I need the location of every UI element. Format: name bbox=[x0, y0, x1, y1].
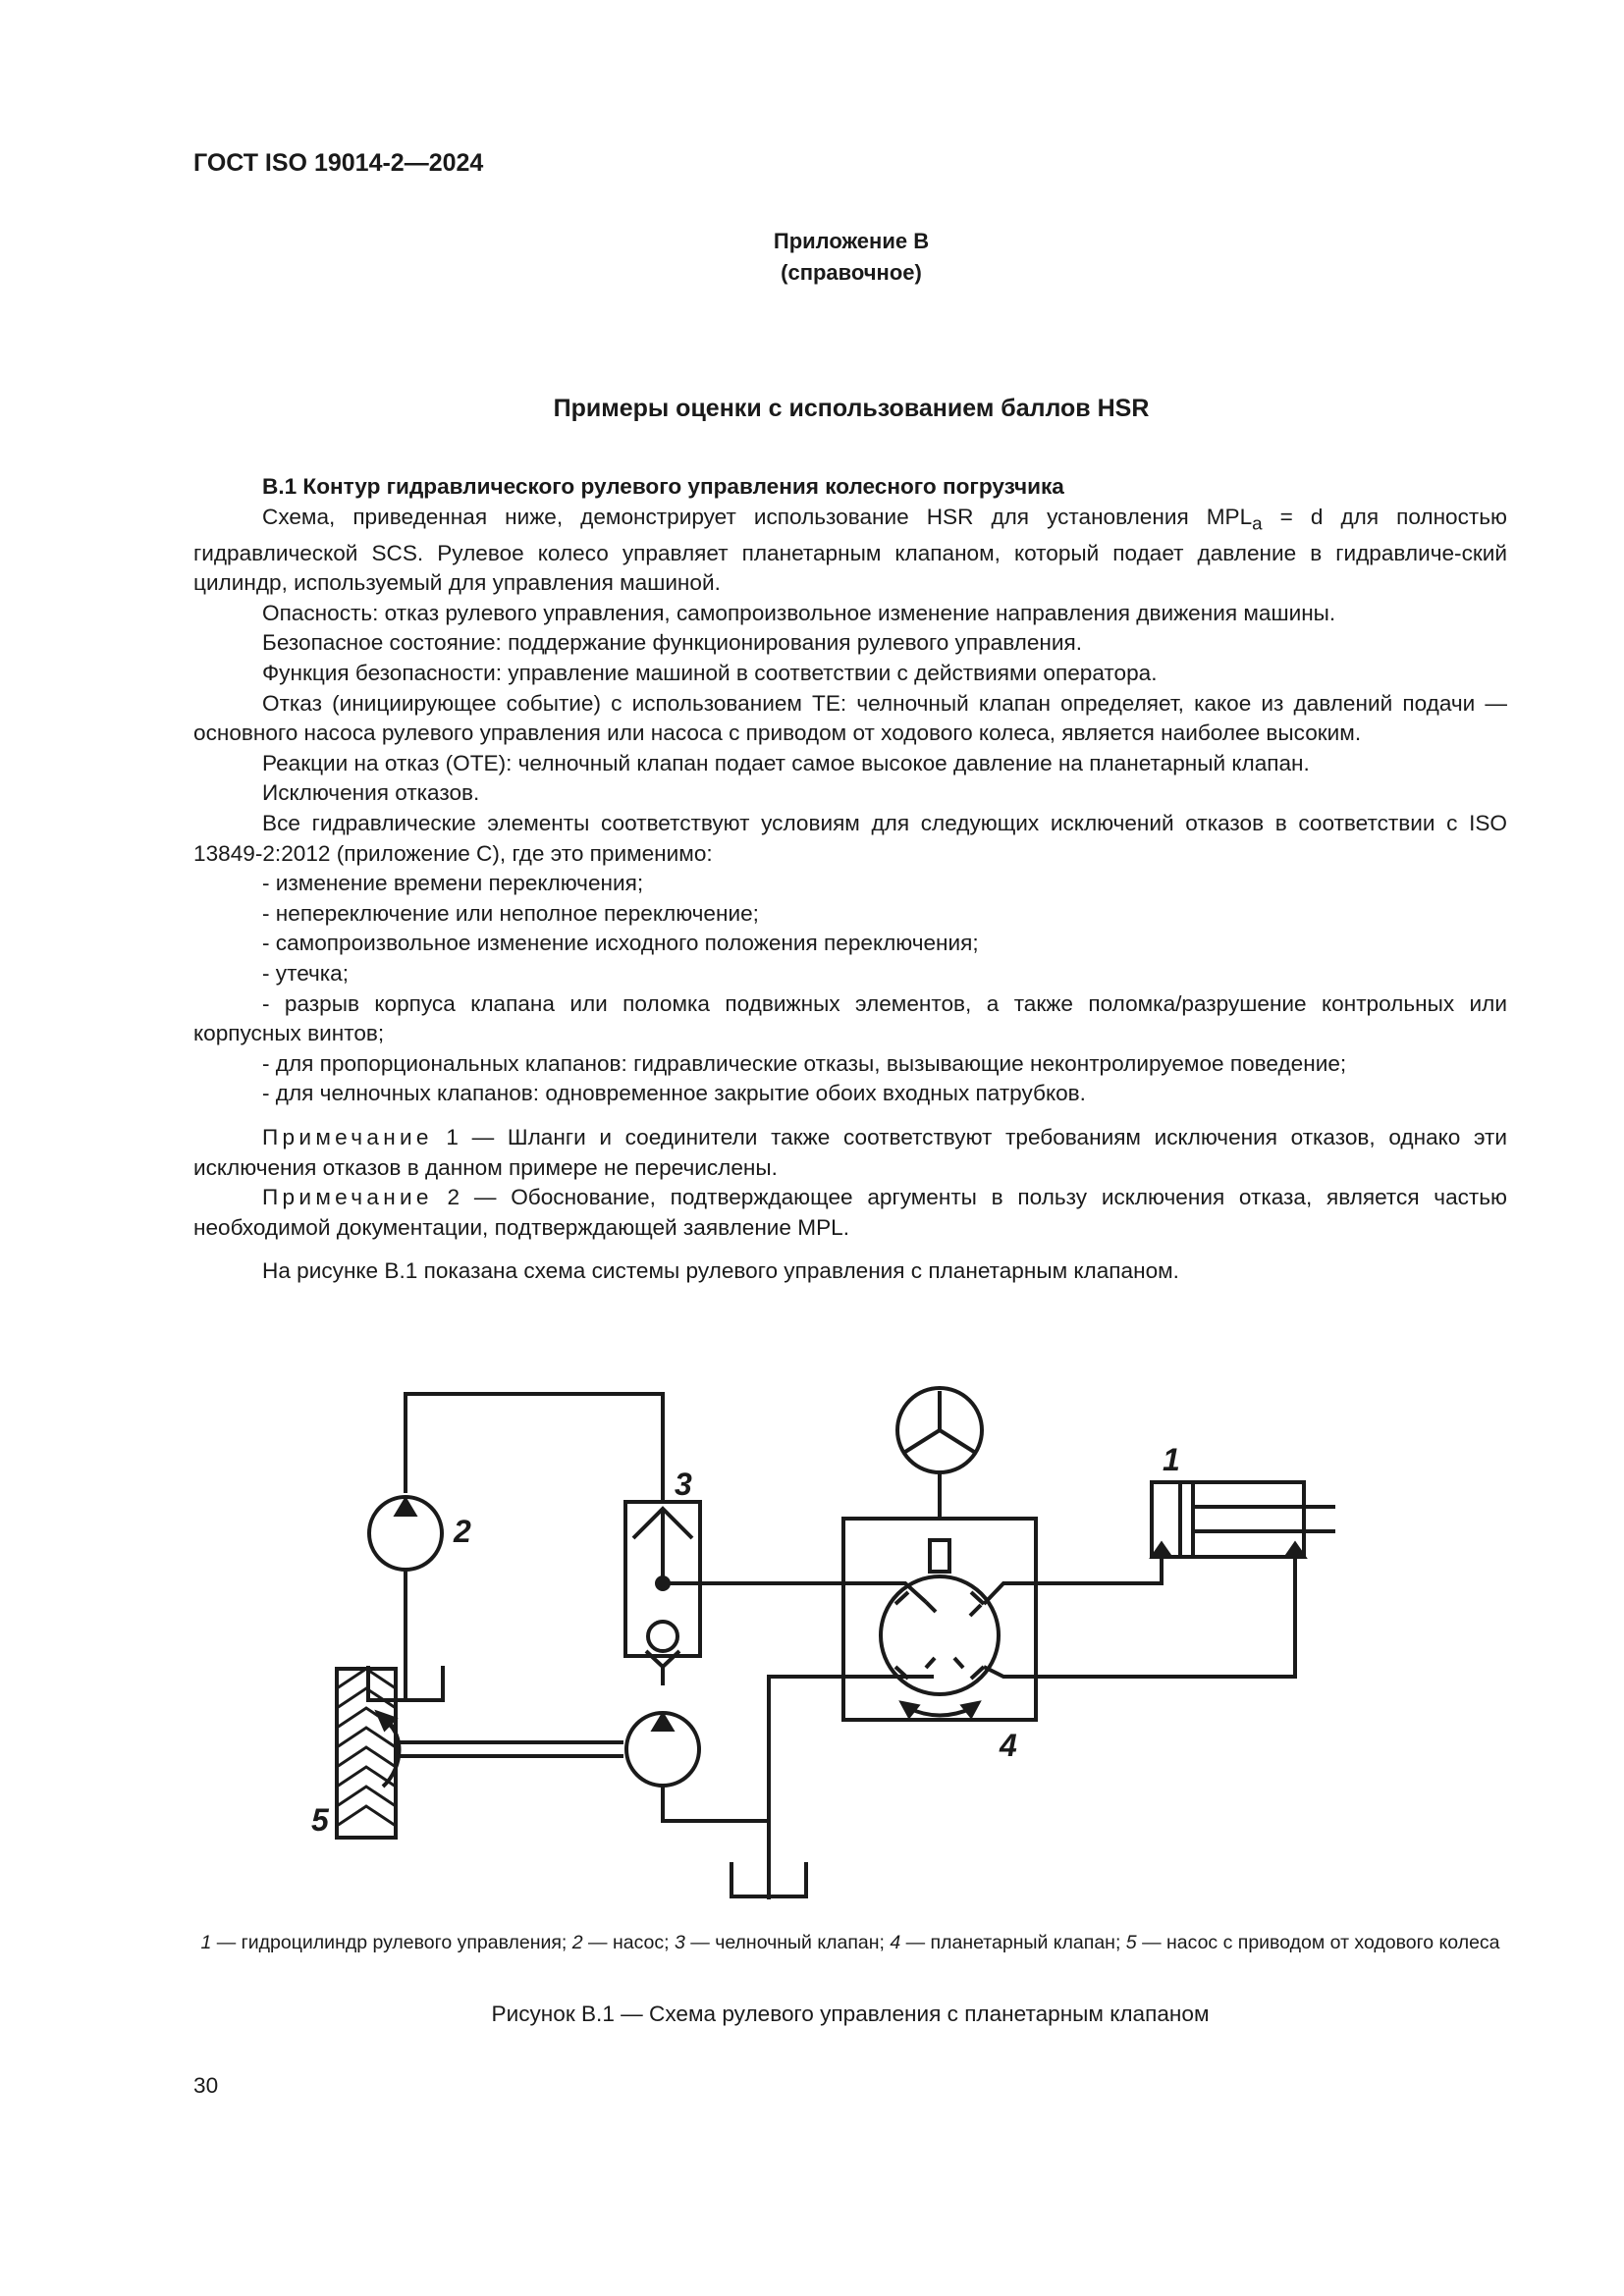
paragraph-exclusions: Исключения отказов. bbox=[262, 780, 480, 806]
pipe-pump2-to-valve3 bbox=[406, 1394, 663, 1502]
wheel-drive-shaft bbox=[396, 1742, 623, 1756]
paragraph-safe-state: Безопасное состояние: поддержание функционирования рулевого управления. bbox=[262, 630, 1083, 656]
steering-wheel-spokes bbox=[905, 1391, 974, 1452]
paragraph-reaction: Реакции на отказ (ОТЕ): челночный клапан подает самое высокое давление на планетарный клапан. bbox=[262, 750, 1310, 775]
hydraulic-steering-diagram bbox=[311, 1369, 1365, 1919]
standard-header: ГОСТ ISO 19014-2—2024 bbox=[193, 149, 484, 177]
paragraph-failure: Отказ (инициирующее событие) с использованием ТЕ: челночный клапан определяет, какое из давлений подачи — основного насоса рулевого управления или насоса с приводом от ходового колеса, является наиболее высоким. bbox=[193, 690, 1507, 746]
pump-2-arrow-icon bbox=[397, 1500, 414, 1515]
page-number: 30 bbox=[193, 2073, 219, 2098]
pipe-wheel-pump-out bbox=[663, 1786, 769, 1821]
label-4: 4 bbox=[1000, 1728, 1017, 1763]
list-item: - изменение времени переключения; bbox=[262, 871, 644, 896]
list-item: - разрыв корпуса клапана или поломка подвижных элементов, а также поломка/разрушение контрольных или корпусных винтов; bbox=[193, 990, 1507, 1046]
figure-legend: 1 — гидроцилиндр рулевого управления; 2 — насос; 3 — челночный клапан; 4 — планетарный клапан; 5 — насос с приводом от ходового колеса bbox=[200, 1932, 1500, 1953]
main-title: Примеры оценки с использованием баллов HSR bbox=[553, 395, 1150, 422]
planetary-valve-4 bbox=[843, 1519, 1036, 1720]
wheel-driven-pump-arrow-icon bbox=[654, 1715, 672, 1730]
paragraph-all-elements: Все гидравлические элементы соответствуют условиям для следующих исключений отказов в соответствии с ISO 13849-2:2012 (приложение С), где это применимо: bbox=[193, 811, 1507, 866]
cylinder-rod bbox=[1193, 1507, 1335, 1531]
steering-cylinder-1 bbox=[1152, 1482, 1304, 1557]
label-2: 2 bbox=[454, 1514, 471, 1549]
section-heading: В.1 Контур гидравлического рулевого управления колесного погрузчика bbox=[262, 474, 1064, 499]
cylinder-port-right-icon bbox=[1286, 1544, 1304, 1557]
paragraph-scheme: Схема, приведенная ниже, демонстрирует использование HSR для установления $MPL_a = d$ для полностью гидравлической SCS. Рулевое колесо управляет планетарным клапаном, который подает давление в гидравличе-ский цилиндр, используемый для управления машиной. bbox=[193, 504, 1507, 596]
planetary-valve-ports bbox=[895, 1592, 984, 1679]
label-3: 3 bbox=[675, 1467, 692, 1502]
figure-title: Рисунок В.1 — Схема рулевого управления с планетарным клапаном bbox=[491, 2002, 1210, 2026]
shuttle-valve-lower-chevron-icon bbox=[646, 1651, 679, 1667]
figure-reference: На рисунке В.1 показана схема системы рулевого управления с планетарным клапаном. bbox=[262, 1258, 1179, 1284]
body-text bbox=[193, 472, 1507, 1287]
list-item: - самопроизвольное изменение исходного положения переключения; bbox=[262, 931, 979, 956]
cylinder-piston bbox=[1180, 1482, 1193, 1557]
list-item: - для пропорциональных клапанов: гидравлические отказы, вызывающие неконтролируемое поведение; bbox=[262, 1050, 1347, 1076]
label-5: 5 bbox=[311, 1802, 329, 1838]
list-item: - для челночных клапанов: одновременное закрытие обоих входных патрубков. bbox=[262, 1081, 1086, 1106]
shuttle-valve-ball bbox=[648, 1622, 677, 1651]
planetary-valve-stem bbox=[930, 1540, 949, 1572]
label-1: 1 bbox=[1163, 1442, 1180, 1477]
planetary-valve-arrow-left-icon bbox=[902, 1703, 917, 1716]
planetary-valve-arrow-right-icon bbox=[963, 1703, 978, 1716]
list-item: - непереключение или неполное переключение; bbox=[262, 900, 759, 926]
annex-title: Приложение В bbox=[773, 229, 930, 253]
pipe-planetary-to-cylinder-right bbox=[984, 1557, 1295, 1677]
pipe-planetary-to-cylinder-left bbox=[984, 1557, 1162, 1604]
paragraph-safety-function: Функция безопасности: управление машиной в соответствии с действиями оператора. bbox=[262, 661, 1158, 686]
planetary-valve-rotor bbox=[881, 1576, 999, 1694]
cylinder-port-left-icon bbox=[1153, 1544, 1170, 1557]
note-2: Примечание 2 — Обоснование, подтверждающее аргументы в пользу исключения отказа, является частью необходимой документации, подтверждающей заявление MPL. bbox=[193, 1185, 1507, 1240]
list-item: - утечка; bbox=[262, 961, 350, 987]
annex-subtitle: (справочное) bbox=[781, 260, 922, 285]
note-1: Примечание 1 — Шланги и соединители также соответствуют требованиям исключения отказов, однако эти исключения отказов в данном примере не перечислены. bbox=[193, 1124, 1507, 1180]
paragraph-hazard: Опасность: отказ рулевого управления, самопроизвольное изменение направления движения машины. bbox=[262, 600, 1336, 625]
pipe-valve3-to-planetary bbox=[663, 1583, 926, 1602]
planetary-valve-rotation-arrow-icon bbox=[908, 1708, 972, 1716]
